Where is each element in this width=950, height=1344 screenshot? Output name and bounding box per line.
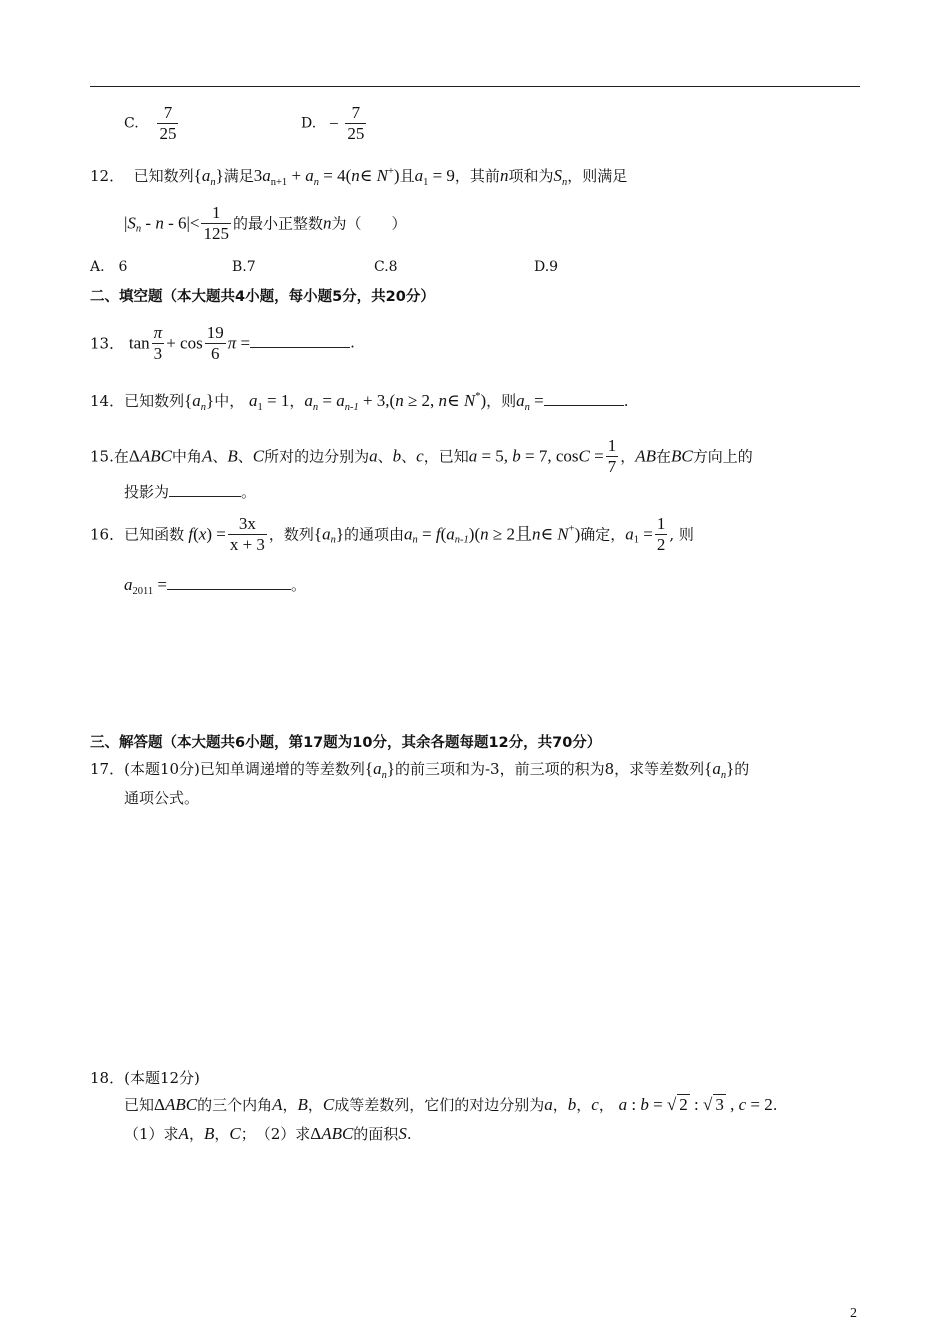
page-number: 2 — [850, 1306, 857, 1321]
q16-line1: 16．已知函数 f(x) = $\frac{3x}{x + 3}$ ，数列$\{a_n\}$的通项由$a_n = f(a_{n-1})(n \ge 2$且n∈ N+)确定，$a_1$ = $\frac{1}{2}$ , 则 — [90, 514, 694, 554]
q14-answer-blank[interactable] — [544, 391, 624, 406]
header-rule — [90, 86, 860, 87]
section-3-heading: 三、解答题（本大题共6小题，第17题为10分，其余各题每题12分，共70分） — [90, 735, 602, 751]
q11-c-denominator: 25 — [159, 124, 177, 143]
q11-option-d: D. − $\frac{7}{25}$ — [301, 103, 365, 143]
q12-frac-denominator: 125 — [203, 224, 229, 243]
q17-line1: 17．(本题10分)已知单调递增的等差数列$\{a_n\}$的前三项和为-3，前三项的积为8，求等差数列$\{a_n\}$的 — [90, 759, 750, 781]
q13: 13． tan $\frac{\pi}{3}$ + cos $\frac{19}{6}$ π = . — [90, 323, 355, 363]
q11-option-c: C. $\frac{7}{25}$ — [124, 103, 177, 143]
q15-line2: 投影为 。 — [124, 483, 257, 501]
q12-option-d: D.9 — [534, 259, 559, 275]
q12-option-a: A. 6 — [90, 259, 128, 275]
q12-option-c: C.8 — [374, 259, 398, 275]
q12-inequality: $|S_n - n - 6|<$ $\frac{1}{125}$ 的最小正整数n为（ ） — [124, 203, 407, 243]
q17-line2: 通项公式。 — [124, 789, 200, 807]
q15-answer-blank[interactable] — [169, 482, 241, 497]
section-2-heading: 二、填空题（本大题共4小题，每小题5分，共20分） — [90, 289, 435, 305]
q11-d-denominator: 25 — [347, 124, 365, 143]
q16-line2: $a_{2011}$ = 。 — [124, 575, 306, 597]
q12-stem: 12． 已知数列$\{a_n\}$满足$3a_{n+1} + a_n$ = 4(n∈ N+)且$a_1 = 9$，其前n项和为$S_n$，则满足 — [90, 166, 628, 188]
q15-line1: 15.在ΔABC中角A、B、C所对的边分别为a、b、c，已知a = 5, b = 7, cosC = $\frac{1}{7}$ ，AB在BC方向上的 — [90, 436, 753, 476]
q11-d-numerator: 7 — [345, 103, 366, 124]
q12-option-b: B.7 — [232, 259, 256, 275]
q14: 14．已知数列$\{a_n\}$中， $a_1 = 1$，$a_n = a_{n-1} + 3,(n \ge 2$, n∈ N*)，则$a_n$ = . — [90, 391, 629, 413]
q11-c-numerator: 7 — [157, 103, 178, 124]
q16-answer-blank[interactable] — [167, 575, 291, 590]
q18-stem: 已知ΔABC的三个内角A，B，C成等差数列，它们的对边分别为a，b，c， a : b = √ 2 : √ 3 , c = 2. — [124, 1095, 778, 1114]
q18-subquestions: （1）求A，B，C； （2）求ΔABC的面积S. — [124, 1124, 412, 1143]
q13-answer-blank[interactable] — [250, 333, 350, 348]
q18-header: 18．(本题12分) — [90, 1069, 200, 1087]
q12-frac-numerator: 1 — [201, 203, 231, 224]
